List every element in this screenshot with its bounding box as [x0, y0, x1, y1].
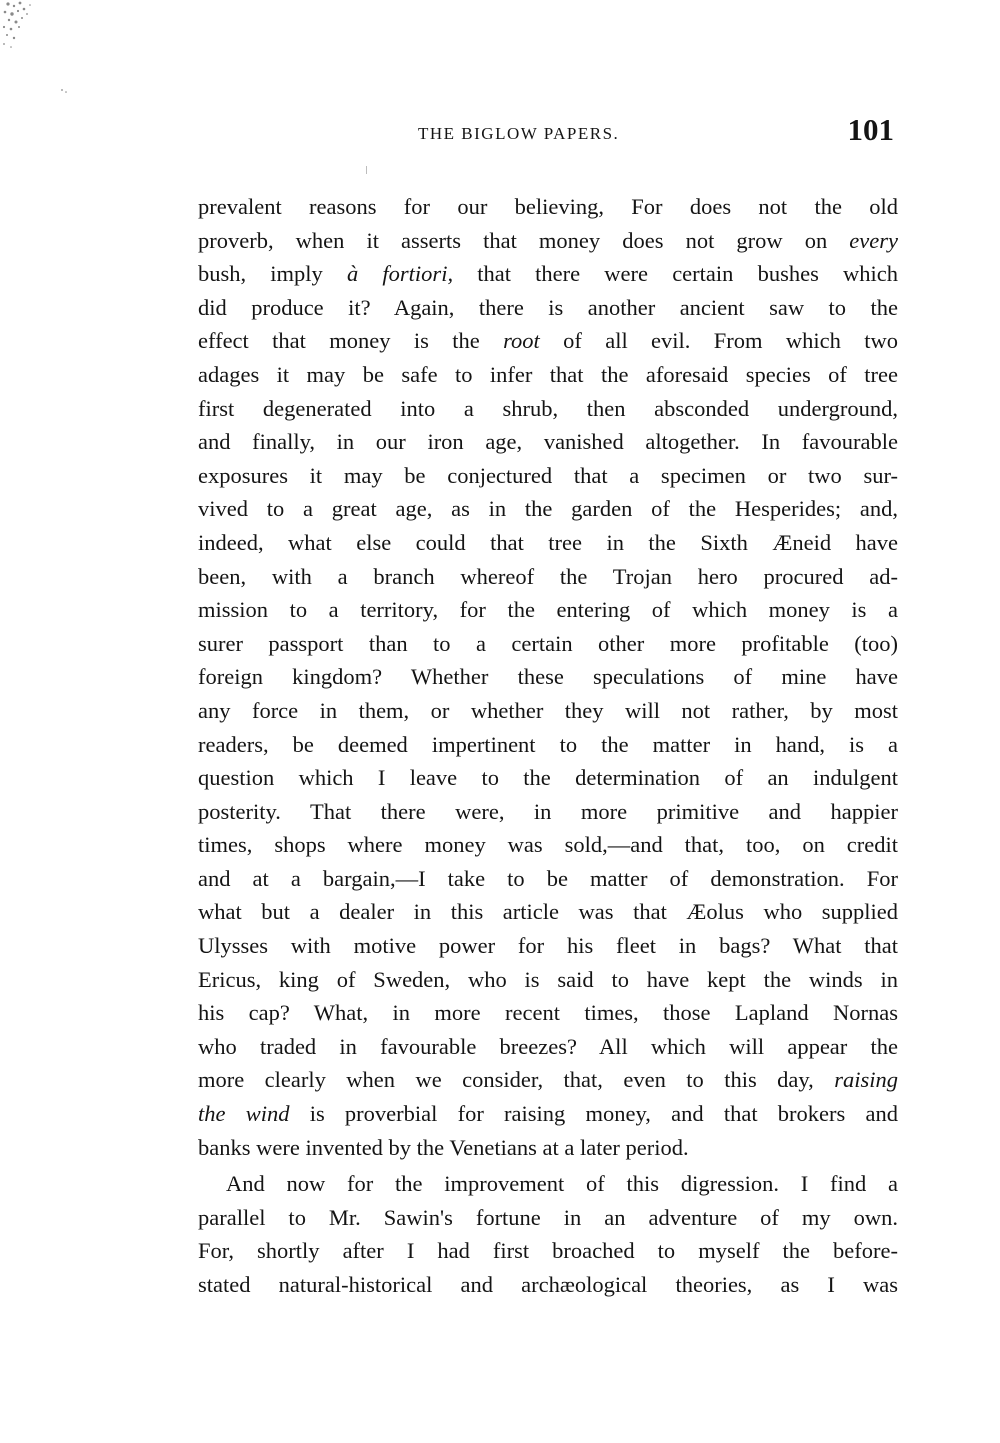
text-segment: first degenerated into a shrub, then absconded underground,: [198, 395, 898, 421]
text-segment: his cap? What, in more recent times, those Lapland Nornas: [198, 1000, 898, 1026]
text-segment: mission to a territory, for the entering of which money is a: [198, 597, 898, 623]
text-line: [198, 560, 898, 594]
text-body: [198, 190, 898, 1302]
text-line: [198, 694, 898, 728]
text-line: [198, 895, 898, 929]
running-title: THE BIGLOW PAPERS.: [418, 124, 620, 143]
text-line: [198, 996, 898, 1030]
text-segment: For, shortly after I had first broached to myself the before-: [198, 1238, 898, 1264]
text-line: [198, 526, 898, 560]
paragraph: [198, 1167, 898, 1301]
text-line: [198, 828, 898, 862]
text-segment: effect that money is the: [198, 328, 504, 354]
text-line: [198, 627, 898, 661]
paragraph: [198, 190, 898, 1164]
text-line: [198, 1201, 898, 1235]
text-line: [198, 1234, 898, 1268]
text-segment: And now for the improvement of this digression. I find a: [226, 1171, 898, 1197]
text-line: [198, 963, 898, 997]
text-segment: readers, be deemed impertinent to the matter in hand, is a: [198, 731, 898, 757]
text-segment: who traded in favourable breezes? All which will appear the: [198, 1033, 898, 1059]
text-segment: bush, imply: [198, 261, 347, 287]
text-segment: proverb, when it asserts that money does not grow on: [198, 227, 850, 253]
text-segment: Ericus, king of Sweden, who is said to have kept the winds in: [198, 966, 898, 992]
text-line: [198, 660, 898, 694]
text-segment: surer passport than to a certain other more profitable (too): [198, 630, 898, 656]
text-line: [198, 593, 898, 627]
text-segment: stated natural-historical and archæological theories, as I was: [198, 1272, 898, 1297]
text-line: [198, 929, 898, 963]
text-segment: Ulysses with motive power for his fleet in bags? What that: [198, 933, 898, 959]
text-line: [198, 291, 898, 325]
text-line: [198, 492, 898, 526]
text-segment: and finally, in our iron age, vanished altogether. In favourable: [198, 429, 898, 455]
text-line: [198, 459, 898, 493]
text-segment: vived to a great age, as in the garden of the Hesperides; and,: [198, 496, 898, 522]
text-segment: banks were invented by the Venetians at a later period.: [198, 1134, 689, 1160]
text-line: [198, 1030, 898, 1064]
italic-text: every: [849, 227, 898, 253]
text-line: [198, 392, 898, 426]
italic-text: root: [503, 328, 540, 354]
text-line: [198, 224, 898, 258]
text-line: [198, 1097, 898, 1131]
text-segment: foreign kingdom? Whether these speculations of mine have: [198, 664, 898, 690]
text-segment: and at a bargain,—I take to be matter of demonstration. For: [198, 865, 898, 891]
text-segment: any force in them, or whether they will not rather, by most: [198, 697, 898, 723]
text-line: [198, 761, 898, 795]
text-segment: posterity. That there were, in more primitive and happier: [198, 798, 898, 824]
text-line: [198, 795, 898, 829]
running-head: [198, 112, 898, 156]
page-speckle-mark: [0, 0, 70, 100]
text-line: [198, 358, 898, 392]
text-segment: more clearly when we consider, that, even to this day,: [198, 1067, 835, 1093]
text-line: [198, 1131, 898, 1165]
text-segment: times, shops where money was sold,—and that, too, on credit: [198, 832, 898, 858]
italic-text: à fortiori,: [347, 261, 454, 287]
text-segment: question which I leave to the determination of an indulgent: [198, 765, 898, 791]
text-line: [198, 425, 898, 459]
text-segment: parallel to Mr. Sawin's fortune in an adventure of my own.: [198, 1204, 898, 1230]
text-segment: prevalent reasons for our believing, For does not the old: [198, 194, 898, 219]
text-line: [198, 728, 898, 762]
text-line: [198, 324, 898, 358]
italic-text: the wind: [198, 1101, 290, 1127]
text-line: [198, 862, 898, 896]
text-segment: indeed, what else could that tree in the Sixth Æneid have: [198, 529, 898, 555]
text-line: [198, 1167, 898, 1201]
text-segment: what but a dealer in this article was that Æolus who supplied: [198, 899, 898, 925]
printer-mark: [366, 166, 367, 174]
page-number: 101: [847, 112, 894, 147]
text-segment: did produce it? Again, there is another ancient saw to the: [198, 294, 898, 320]
text-line: [198, 257, 898, 291]
text-segment: adages it may be safe to infer that the aforesaid species of tree: [198, 361, 898, 387]
text-segment: been, with a branch whereof the Trojan hero procured ad-: [198, 563, 898, 589]
text-segment: of all evil. From which two: [539, 328, 898, 354]
text-segment: that there were certain bushes which: [453, 261, 898, 287]
text-segment: exposures it may be conjectured that a specimen or two sur-: [198, 462, 898, 488]
text-line: [198, 1063, 898, 1097]
italic-text: raising: [834, 1067, 898, 1093]
text-line: [198, 1268, 898, 1302]
text-line: [198, 190, 898, 224]
text-segment: is proverbial for raising money, and that brokers and: [289, 1101, 898, 1127]
